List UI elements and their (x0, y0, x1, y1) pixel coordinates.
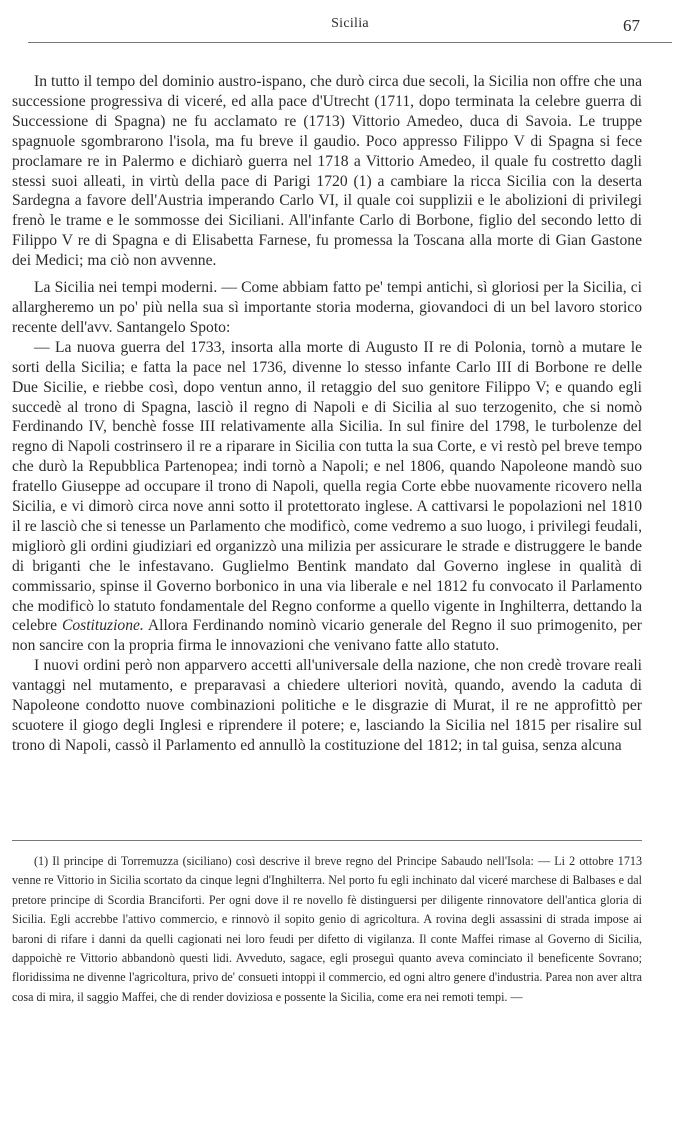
footnote-rule (12, 840, 642, 841)
running-title: Sicilia (331, 16, 369, 31)
paragraph-austro-ispano: In tutto il tempo del dominio austro-ispano, che durò circa due secoli, la Sicilia non offre che una successione progressiva di viceré, ed alla pace d'Utrecht (1711, dopo terminata la celebre guerra di Successione di Spagna) ne fu acclamato re (1713) Vittorio Amedeo, duca di Savoia. Le truppe spagnuole sgombrarono l'isola, ma fu breve il gaudio. Poco appresso Filippo V di Spagna si fece proclamare re in Palermo e dichiarò guerra nel 1718 a Vittorio Amedeo, il quale fu costretto dagli stessi suoi alleati, in virtù della pace di Parigi 1720 (1) a cambiare la ricca Sicilia con la deserta Sardegna a favore dell'Austria imperando Carlo VI, il quale coi supplizii e le abolizioni di privilegi frenò le trame e le sommosse dei Siciliani. All'infante Carlo di Borbone, figlio del secondo letto di Filippo V re di Spagna e di Elisabetta Farnese, fu promessa la Toscana alla morte di Gian Gastone dei Medici; ma ciò non avvenne. (12, 73, 642, 270)
paragraph-guerra-1733 (12, 338, 642, 657)
paragraph-guerra-1733-text: — La nuova guerra del 1733, insorta alla morte di Augusto II re di Polonia, tornò a mutare le sorti della Sicilia; e fatta la pace nel 1736, divenne lo stesso infante Carlo III di Borbone re delle Due Sicilie, e riebbe così, dopo ventun anno, il retaggio del suo genitore Filippo V; e quando egli succedè al trono di Spagna, lasciò il regno di Napoli e di Sicilia al suo terzogenito, che si nomò Ferdinando IV, benchè fosse III relativamente alla Sicilia. In sul finire del 1798, le turbolenze del regno di Napoli costrinsero il re a riparare in Sicilia con tutta la sua Corte, e vi restò pel breve tempo che durò la Repubblica Partenopea; indi tornò a Napoli; e nel 1806, quando Napoleone mandò suo fratello Giuseppe ad occupare il trono di Napoli, quella regia Corte ebbe nuovamente ricovero nella Sicilia, e vi dimorò circa nove anni sotto il protettorato inglese. A cattivarsi le popolazioni nel 1810 il re lasciò che si tenesse un Parlamento che modificò, come vedremo a suo luogo, i privilegi feudali, migliorò gli ordini giudiziari ed organizzò una milizia per assicurare le strade e distruggere le bande di briganti che le infestavano. Guglielmo Bentink mandato dal Governo inglese in qualità di commissario, spinse il Governo borbonico in una via liberale e nel 1812 fu convocato il Parlamento che modificò lo statuto fondamentale del Regno conforme a quello vigente in Inghilterra, dettando la celebre (12, 338, 642, 635)
main-text (12, 72, 642, 756)
page-number: 67 (623, 16, 640, 35)
header-rule (28, 42, 672, 43)
paragraph-guerra-1733-end: Allora Ferdinando nominò vicario generale del Regno il suo primogenito, per non sancire con la propria firma le innovazioni che venivano fatte allo statuto. (12, 617, 642, 655)
costituzione-italic: Costituzione. (61, 617, 144, 635)
running-head (0, 16, 700, 40)
footnote: (1) Il principe di Torremuzza (siciliano) così descrive il breve regno del Principe Sabaudo nell'Isola: — Li 2 ottobre 1713 venne re Vittorio in Sicilia scortato da cinque legni d'Inghilterra. Nel porto fu egli inchinato dal viceré marchese di Balbases e dal pretore principe di Scordia Branciforti. Per ogni dove il re novello fè distinguersi per diligente rinnovatore dell'antica gloria di Sicilia. Egli accrebbe l'attivo commercio, e rinnovò il sopito genio di agricoltura. A rovina degli assassini di strada impose ai baroni di rifare i danni da quelli cagionati nei loro feudi per difetto di vigilanza. Il conte Maffei rimase al Governo di Sicilia, dappoichè re Vittorio abbandonò questi lidi. Avveduto, sagace, egli proseguì quanto aveva cominciato il beneficente Sovrano; floridissima ne divenne l'agricoltura, privo de' consueti intoppi il commercio, ed ogni altro genere d'industria. Parea non aver altra cosa di mira, il saggio Maffei, che di render doviziosa e possente la Sicilia, come era nei remoti tempi. — (12, 854, 642, 1004)
paragraph-nuovi-ordini: I nuovi ordini però non apparvero accetti all'universale della nazione, che non credè trovare reali vantaggi nel mutamento, e preparavasi a chiedere ulteriori novità, quando, avendo la caduta di Napoleone condotto nuove combinazioni politiche e le disgrazie di Murat, il re ne approfittò per scuotere il giogo degli Inglesi e riprendere il potere; e, lasciando la Sicilia nel 1815 per risalire sul trono di Napoli, cassò il Parlamento ed annullò la costituzione del 1812; in tal guisa, senza alcuna (12, 657, 642, 754)
paragraph-tempi-moderni: La Sicilia nei tempi moderni. — Come abbiam fatto pe' tempi antichi, sì gloriosi per la Sicilia, ci allargheremo un po' più nella sua sì importante storia moderna, giovandoci di un bel lavoro storico recente dell'avv. Santangelo Spoto: (12, 279, 642, 336)
